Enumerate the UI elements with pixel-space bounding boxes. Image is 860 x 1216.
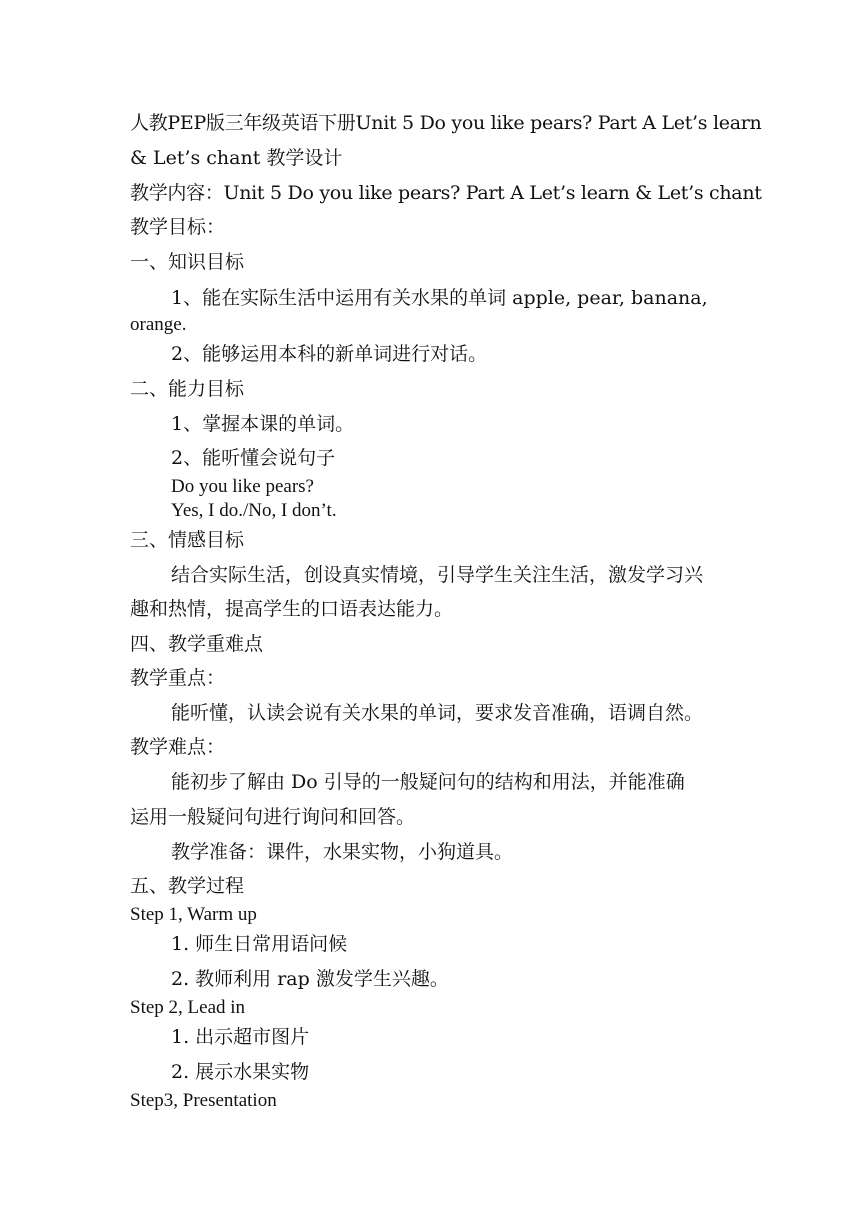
- knowledge-item-1-line-2: orange.: [130, 314, 187, 335]
- example-sentence-answer: Yes, I do./No, I don’t.: [171, 500, 337, 521]
- step-2-item-2: 2. 展示水果实物: [171, 1061, 310, 1083]
- step-2-heading: Step 2, Lead in: [130, 997, 246, 1018]
- objectives-heading: 教学目标：: [130, 216, 226, 238]
- process-heading: 五、教学过程: [130, 875, 245, 897]
- step-1-item-2: 2. 教师利用 rap 激发学生兴趣。: [171, 968, 449, 990]
- title-line-2: & Let’s chant 教学设计: [130, 147, 343, 169]
- ability-item-2: 2、能听懂会说句子: [171, 447, 336, 469]
- title-line-1: 人教PEP版三年级英语下册Unit 5 Do you like pears? Part A Let’s learn: [130, 112, 762, 134]
- key-points-heading: 四、教学重难点: [130, 633, 264, 655]
- teaching-content: 教学内容：Unit 5 Do you like pears? Part A Let’s learn & Let’s chant: [130, 182, 762, 204]
- emotion-line-2: 趣和热情，提高学生的口语表达能力。: [130, 598, 454, 620]
- step-2-item-1: 1. 出示超市图片: [171, 1026, 310, 1048]
- emotion-line-1: 结合实际生活，创设真实情境，引导学生关注生活，激发学习兴: [171, 564, 704, 586]
- step-1-heading: Step 1, Warm up: [130, 904, 257, 925]
- ability-item-1: 1、掌握本课的单词。: [171, 413, 355, 435]
- emotion-heading: 三、情感目标: [130, 529, 245, 551]
- knowledge-heading: 一、知识目标: [130, 251, 245, 273]
- focus-heading: 教学重点：: [130, 667, 226, 689]
- preparation-text: 教学准备：课件，水果实物，小狗道具。: [171, 841, 514, 863]
- step-3-heading: Step3, Presentation: [130, 1090, 277, 1111]
- knowledge-item-1-line-1: 1、能在实际生活中运用有关水果的单词 apple, pear, banana,: [171, 287, 708, 309]
- difficulty-line-1: 能初步了解由 Do 引导的一般疑问句的结构和用法，并能准确: [171, 771, 685, 793]
- difficulty-heading: 教学难点：: [130, 736, 226, 758]
- difficulty-line-2: 运用一般疑问句进行询问和回答。: [130, 806, 416, 828]
- focus-text: 能听懂，认读会说有关水果的单词，要求发音准确，语调自然。: [171, 702, 704, 724]
- step-1-item-1: 1. 师生日常用语问候: [171, 933, 348, 955]
- ability-heading: 二、能力目标: [130, 378, 245, 400]
- knowledge-item-2: 2、能够运用本科的新单词进行对话。: [171, 343, 488, 365]
- example-sentence-question: Do you like pears?: [171, 476, 314, 497]
